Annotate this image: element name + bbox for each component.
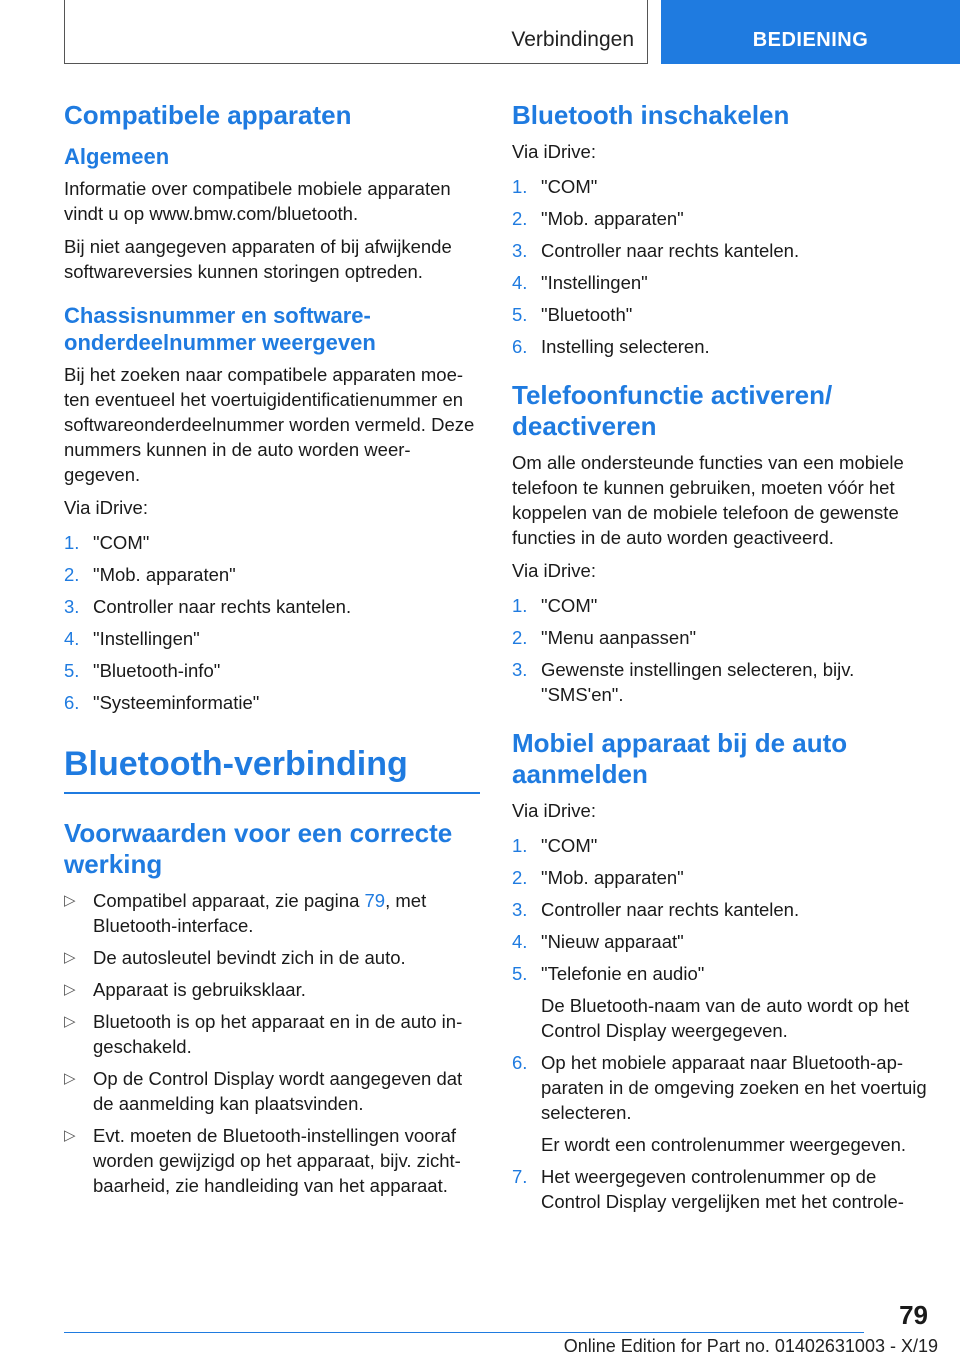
heading-algemeen: Algemeen (64, 144, 170, 169)
step-number: 5. (512, 963, 528, 984)
heading-telefoonfunctie: Telefoonfunctie activeren/ deactiveren (512, 380, 833, 441)
step-number: 3. (512, 659, 528, 680)
step-number: 2. (512, 627, 528, 648)
triangle-bullet-icon: ▷ (64, 892, 76, 909)
list-item (512, 302, 928, 327)
step-number: 5. (512, 304, 528, 325)
step-label: "COM" (541, 595, 598, 616)
bullet-item (64, 1009, 480, 1059)
step-number: 1. (512, 595, 528, 616)
bullet-item (64, 888, 480, 938)
heading-compatibele-apparaten: Compatibele apparaten (64, 100, 352, 130)
footer-edition: Online Edition for Part no. 01402631003 - X/19 (563, 1336, 938, 1356)
step-text (541, 270, 928, 295)
step-number: 1. (64, 532, 80, 553)
step-text (541, 302, 928, 327)
step-text (93, 658, 480, 683)
list-item (512, 897, 928, 922)
list-item (512, 1050, 928, 1157)
steps-inschakelen (512, 174, 928, 359)
step-note: Er wordt een controlenummer weergegeven. (541, 1134, 907, 1155)
bullet-text (93, 1066, 480, 1116)
list-item (512, 625, 928, 650)
step-text (541, 238, 928, 263)
bullet-text-part: Bluetooth is op het apparaat en in de auto ingeschakeld. (93, 1011, 463, 1057)
step-label: "Bluetooth-info" (93, 660, 221, 681)
step-label: "COM" (541, 176, 598, 197)
bullets-voorwaarden (64, 888, 480, 1198)
via-idrive-label: Via iDrive: (512, 800, 596, 821)
step-number: 4. (512, 931, 528, 952)
step-text (541, 1164, 928, 1214)
bullet-item (64, 977, 480, 1002)
step-text (541, 961, 928, 1043)
step-label: "Mob. apparaten" (541, 208, 684, 229)
list-item (512, 833, 928, 858)
bullet-text-part: , met Bluetooth-interface. (93, 890, 427, 936)
step-text (541, 1050, 928, 1157)
list-item (512, 270, 928, 295)
step-text (93, 530, 480, 555)
bullet-text-part: Compatibel apparaat, zie pagina (93, 890, 365, 911)
list-item (64, 626, 480, 651)
triangle-bullet-icon: ▷ (64, 1070, 76, 1087)
list-item (512, 865, 928, 890)
step-text (541, 897, 928, 922)
steps-aanmelden (512, 833, 928, 1214)
step-label: Op het mobiele apparaat naar Bluetooth-apparaten in de omgeving zoeken en het voertuig selecteren. (541, 1052, 927, 1123)
paragraph-algemeen-1: Informatie over compatibele mobiele apparaten vindt u op www.bmw.com/bluetooth. (64, 178, 451, 224)
step-text (541, 334, 928, 359)
footer-rule (64, 1332, 864, 1333)
step-text (541, 929, 928, 954)
step-label: "Bluetooth" (541, 304, 633, 325)
step-text (541, 865, 928, 890)
step-text (541, 833, 928, 858)
bullet-text-part: Evt. moeten de Bluetooth-instellingen vooraf worden gewijzigd op het apparaat, bijv. zichtbaarheid, zie handleiding van het apparaat. (93, 1125, 461, 1196)
step-label: "Systeeminformatie" (93, 692, 260, 713)
paragraph-algemeen-2: Bij niet aangegeven apparaten of bij afwijkende softwareversies kunnen storingen optreden. (64, 236, 452, 282)
via-idrive-label: Via iDrive: (512, 141, 596, 162)
right-column (512, 100, 928, 1221)
step-number: 3. (512, 899, 528, 920)
step-text (541, 657, 928, 707)
step-label: Instelling selecteren. (541, 336, 710, 357)
page-reference-link[interactable]: 79 (364, 890, 386, 911)
step-label: "Menu aanpassen" (541, 627, 697, 648)
step-label: "Nieuw apparaat" (541, 931, 684, 952)
list-item (512, 593, 928, 618)
step-number: 2. (512, 867, 528, 888)
list-item (64, 690, 480, 715)
step-number: 1. (512, 835, 528, 856)
step-text (93, 626, 480, 651)
step-label: Controller naar rechts kantelen. (93, 596, 352, 617)
bullet-text-part: Op de Control Display wordt aangegeven dat de aanmelding kan plaatsvinden. (93, 1068, 463, 1114)
via-idrive-label: Via iDrive: (512, 560, 596, 581)
step-text (541, 206, 928, 231)
step-number: 4. (512, 272, 528, 293)
step-number: 4. (64, 628, 80, 649)
step-text (541, 593, 928, 618)
step-label: "COM" (541, 835, 598, 856)
step-text (93, 562, 480, 587)
steps-telefoon (512, 593, 928, 707)
step-text (93, 594, 480, 619)
step-number: 5. (64, 660, 80, 681)
list-item (512, 1164, 928, 1214)
step-number: 6. (512, 1052, 528, 1073)
list-item (64, 658, 480, 683)
list-item (512, 174, 928, 199)
page-number: 79 (899, 1300, 928, 1330)
bullet-text (93, 1009, 480, 1059)
bullet-item (64, 945, 480, 970)
list-item (64, 594, 480, 619)
bullet-item (64, 1123, 480, 1198)
triangle-bullet-icon: ▷ (64, 1127, 76, 1144)
step-label: "Instellingen" (541, 272, 648, 293)
heading-aanmelden: Mobiel apparaat bij de auto aanmelden (512, 728, 848, 789)
bullet-text (93, 888, 480, 938)
triangle-bullet-icon: ▷ (64, 1013, 76, 1030)
bullet-text (93, 945, 480, 970)
list-item (512, 929, 928, 954)
left-column (64, 100, 480, 1205)
list-item (512, 206, 928, 231)
step-text (93, 690, 480, 715)
bullet-item (64, 1066, 480, 1116)
step-label: Controller naar rechts kantelen. (541, 899, 800, 920)
steps-chassis (64, 530, 480, 715)
via-idrive-label: Via iDrive: (64, 497, 148, 518)
step-number: 3. (512, 240, 528, 261)
list-item (512, 657, 928, 707)
step-label: "Telefonie en audio" (541, 963, 705, 984)
header-chapter-tab: BEDIENING (661, 0, 960, 64)
bullet-text (93, 977, 480, 1002)
step-text (541, 174, 928, 199)
step-note: De Bluetooth-naam van de auto wordt op het Control Display weergegeven. (541, 995, 910, 1041)
list-item (512, 334, 928, 359)
step-number: 7. (512, 1166, 528, 1187)
step-number: 2. (64, 564, 80, 585)
step-label: Het weergegeven controlenummer op de Control Display vergelijken met het controle- (541, 1166, 904, 1212)
heading-chassisnummer: Chassisnummer en softwareonderdeelnummer weergeven (64, 303, 376, 355)
header-section-title: Verbindingen (511, 28, 634, 51)
heading-bluetooth-inschakelen: Bluetooth inschakelen (512, 100, 790, 130)
step-number: 6. (512, 336, 528, 357)
step-label: Controller naar rechts kantelen. (541, 240, 800, 261)
triangle-bullet-icon: ▷ (64, 949, 76, 966)
step-number: 2. (512, 208, 528, 229)
paragraph-chassisnummer: Bij het zoeken naar compatibele apparaten moeten eventueel het voertuigidentificatienummer en softwareonderdeelnummer worden vermeld. Deze nummers kunnen in de auto worden weergegeven. (64, 364, 475, 485)
paragraph-telefoonfunctie: Om alle ondersteunde functies van een mobiele telefoon te kunnen gebruiken, moeten vóór het koppelen van de mobiele telefoon de gewenste functies in de auto worden geactiveerd. (512, 452, 904, 548)
bullet-text-part: Apparaat is gebruiksklaar. (93, 979, 306, 1000)
step-number: 3. (64, 596, 80, 617)
list-item (64, 562, 480, 587)
step-number: 6. (64, 692, 80, 713)
step-label: "COM" (93, 532, 150, 553)
step-label: "Instellingen" (93, 628, 200, 649)
triangle-bullet-icon: ▷ (64, 981, 76, 998)
step-label: "Mob. apparaten" (541, 867, 684, 888)
step-text (541, 625, 928, 650)
step-number: 1. (512, 176, 528, 197)
heading-voorwaarden: Voorwaarden voor een correcte werking (64, 818, 453, 879)
heading-bluetooth-verbinding: Bluetooth-verbinding (64, 744, 480, 794)
step-label: Gewenste instellingen selecteren, bijv. "SMS'en". (541, 659, 855, 705)
bullet-text-part: De autosleutel bevindt zich in de auto. (93, 947, 406, 968)
bullet-text (93, 1123, 480, 1198)
list-item (512, 961, 928, 1043)
step-label: "Mob. apparaten" (93, 564, 236, 585)
list-item (512, 238, 928, 263)
list-item (64, 530, 480, 555)
